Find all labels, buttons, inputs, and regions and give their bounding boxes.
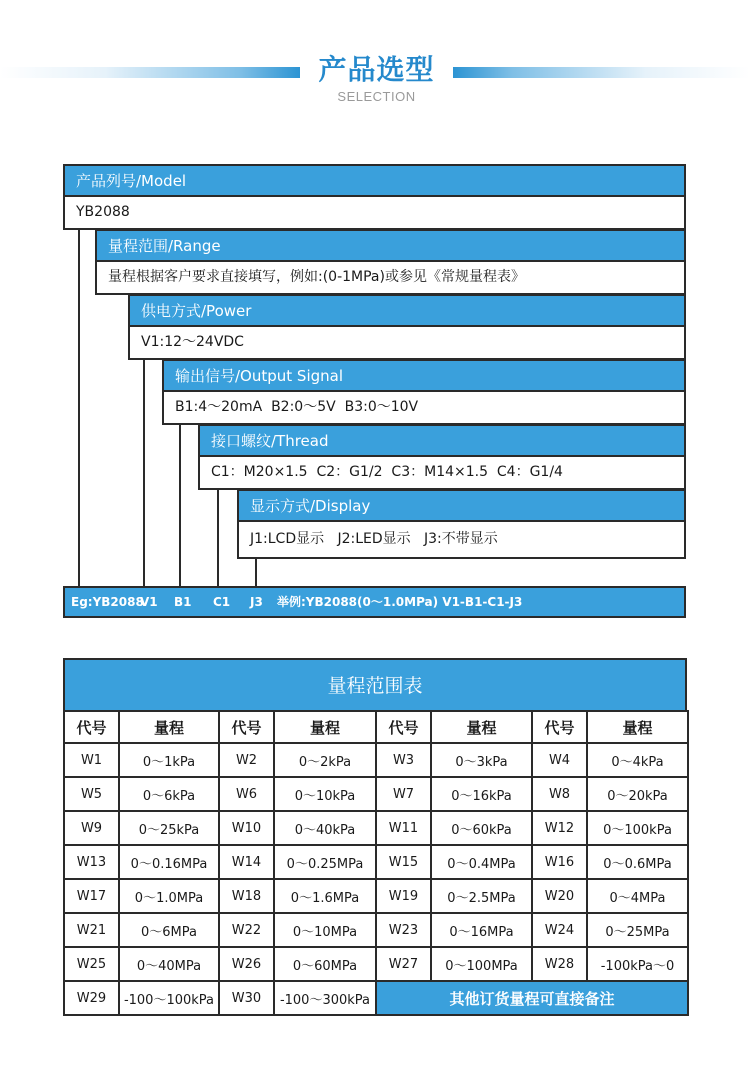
power-label: 供电方式/Power [130,296,684,327]
thread-value: C1：M20×1.5 C2：G1/2 C3：M14×1.5 C4：G1/4 [211,464,563,480]
range-table [63,658,687,1016]
range-code-cell: W11 [376,811,431,845]
example-bar [63,586,686,618]
range-code-cell: W7 [376,777,431,811]
range-value: 量程根据客户要求直接填写，例如:(0-1MPa)或参见《常规量程表》 [108,269,525,285]
range-code-cell: W15 [376,845,431,879]
range-value-cell: 0～1.0MPa [119,879,219,913]
range-code-cell: W21 [64,913,119,947]
header-code: 代号 [532,711,587,743]
range-code-cell: W25 [64,947,119,981]
connector-model [78,229,80,588]
range-code-cell: W10 [219,811,274,845]
section-subtitle: SELECTION [337,89,416,104]
range-code-cell: W22 [219,913,274,947]
model-value: YB2088 [76,204,130,220]
range-value-cell: 0～16MPa [431,913,532,947]
range-value-cell: -100～300kPa [274,981,376,1015]
range-code-cell: W28 [532,947,587,981]
range-code-cell: W23 [376,913,431,947]
range-label: 量程范围/Range [97,231,684,262]
range-value-cell: 0～60MPa [274,947,376,981]
range-code-cell: W17 [64,879,119,913]
example-power: V1 [140,595,158,609]
range-code-cell: W20 [532,879,587,913]
range-value-cell: 0～40kPa [274,811,376,845]
table-row [64,743,688,777]
range-code-cell: W16 [532,845,587,879]
range-value-cell: 0～100MPa [431,947,532,981]
example-text: 举例:YB2088(0～1.0MPa) V1-B1-C1-J3 [277,595,523,609]
section-title: 产品选型 [318,53,435,86]
range-code-cell: W19 [376,879,431,913]
output-value: B1:4～20mA B2:0～5V B3:0～10V [175,399,419,415]
model-label: 产品列号/Model [65,166,684,197]
range-code-cell: W2 [219,743,274,777]
range-code-cell: W9 [64,811,119,845]
range-code-cell: W3 [376,743,431,777]
range-value-cell: 0～100kPa [587,811,688,845]
table-row [64,879,688,913]
table-header-row [64,711,688,743]
display-box [237,489,686,559]
range-value-cell: 0～60kPa [431,811,532,845]
connector-thread [217,489,219,588]
range-value-cell: 0～0.4MPa [431,845,532,879]
range-value-cell: 0～10kPa [274,777,376,811]
range-table-title: 量程范围表 [63,658,687,710]
range-value-cell: 0～2.5MPa [431,879,532,913]
thread-label: 接口螺纹/Thread [200,426,684,457]
range-value-cell: 0～0.25MPa [274,845,376,879]
example-display: J3 [250,595,263,609]
table-row [64,947,688,981]
range-value-cell: 0～1kPa [119,743,219,777]
range-code-cell: W5 [64,777,119,811]
range-value-cell: 0～0.16MPa [119,845,219,879]
range-value-cell: 0～3kPa [431,743,532,777]
range-value-cell: -100kPa～0 [587,947,688,981]
example-output: B1 [174,595,192,609]
range-code-cell: W24 [532,913,587,947]
range-code-cell: W6 [219,777,274,811]
display-value: J1:LCD显示 J2:LED显示 J3:不带显示 [250,531,498,547]
range-value-cell: 0～25kPa [119,811,219,845]
header-code: 代号 [219,711,274,743]
table-row [64,777,688,811]
table-row [64,811,688,845]
connector-display [255,558,257,588]
range-value-cell: 0～4MPa [587,879,688,913]
range-code-cell: W4 [532,743,587,777]
range-value-cell: 0～0.6MPa [587,845,688,879]
range-value-cell: 0～16kPa [431,777,532,811]
range-code-cell: W8 [532,777,587,811]
range-code-cell: W26 [219,947,274,981]
range-value-cell: 0～20kPa [587,777,688,811]
thread-box [198,424,686,490]
example-model: Eg:YB2088 [71,595,144,609]
range-grid [63,710,689,1016]
range-code-cell: W12 [532,811,587,845]
range-value-cell: 0～2kPa [274,743,376,777]
model-box [63,164,686,230]
range-code-cell: W27 [376,947,431,981]
header-range: 量程 [587,711,688,743]
header-range: 量程 [431,711,532,743]
connector-output [179,424,181,588]
range-value-cell: 0～4kPa [587,743,688,777]
header-code: 代号 [64,711,119,743]
table-row [64,845,688,879]
range-value-cell: 0～6kPa [119,777,219,811]
table-row [64,913,688,947]
range-code-cell: W30 [219,981,274,1015]
range-value-cell: -100～100kPa [119,981,219,1015]
table-row [64,981,688,1015]
example-thread: C1 [213,595,231,609]
range-value-cell: 0～1.6MPa [274,879,376,913]
range-value-cell: 0～40MPa [119,947,219,981]
power-box [128,294,686,360]
header-range: 量程 [119,711,219,743]
range-value-cell: 0～10MPa [274,913,376,947]
display-label: 显示方式/Display [239,491,684,522]
range-box [95,229,686,295]
range-code-cell: W14 [219,845,274,879]
output-label: 输出信号/Output Signal [164,361,684,392]
range-code-cell: W13 [64,845,119,879]
header-code: 代号 [376,711,431,743]
range-note-cell: 其他订货量程可直接备注 [376,981,688,1015]
power-value: V1:12～24VDC [141,334,244,350]
range-code-cell: W18 [219,879,274,913]
range-code-cell: W1 [64,743,119,777]
output-box [162,359,686,425]
range-value-cell: 0～25MPa [587,913,688,947]
header-range: 量程 [274,711,376,743]
range-code-cell: W29 [64,981,119,1015]
range-value-cell: 0～6MPa [119,913,219,947]
